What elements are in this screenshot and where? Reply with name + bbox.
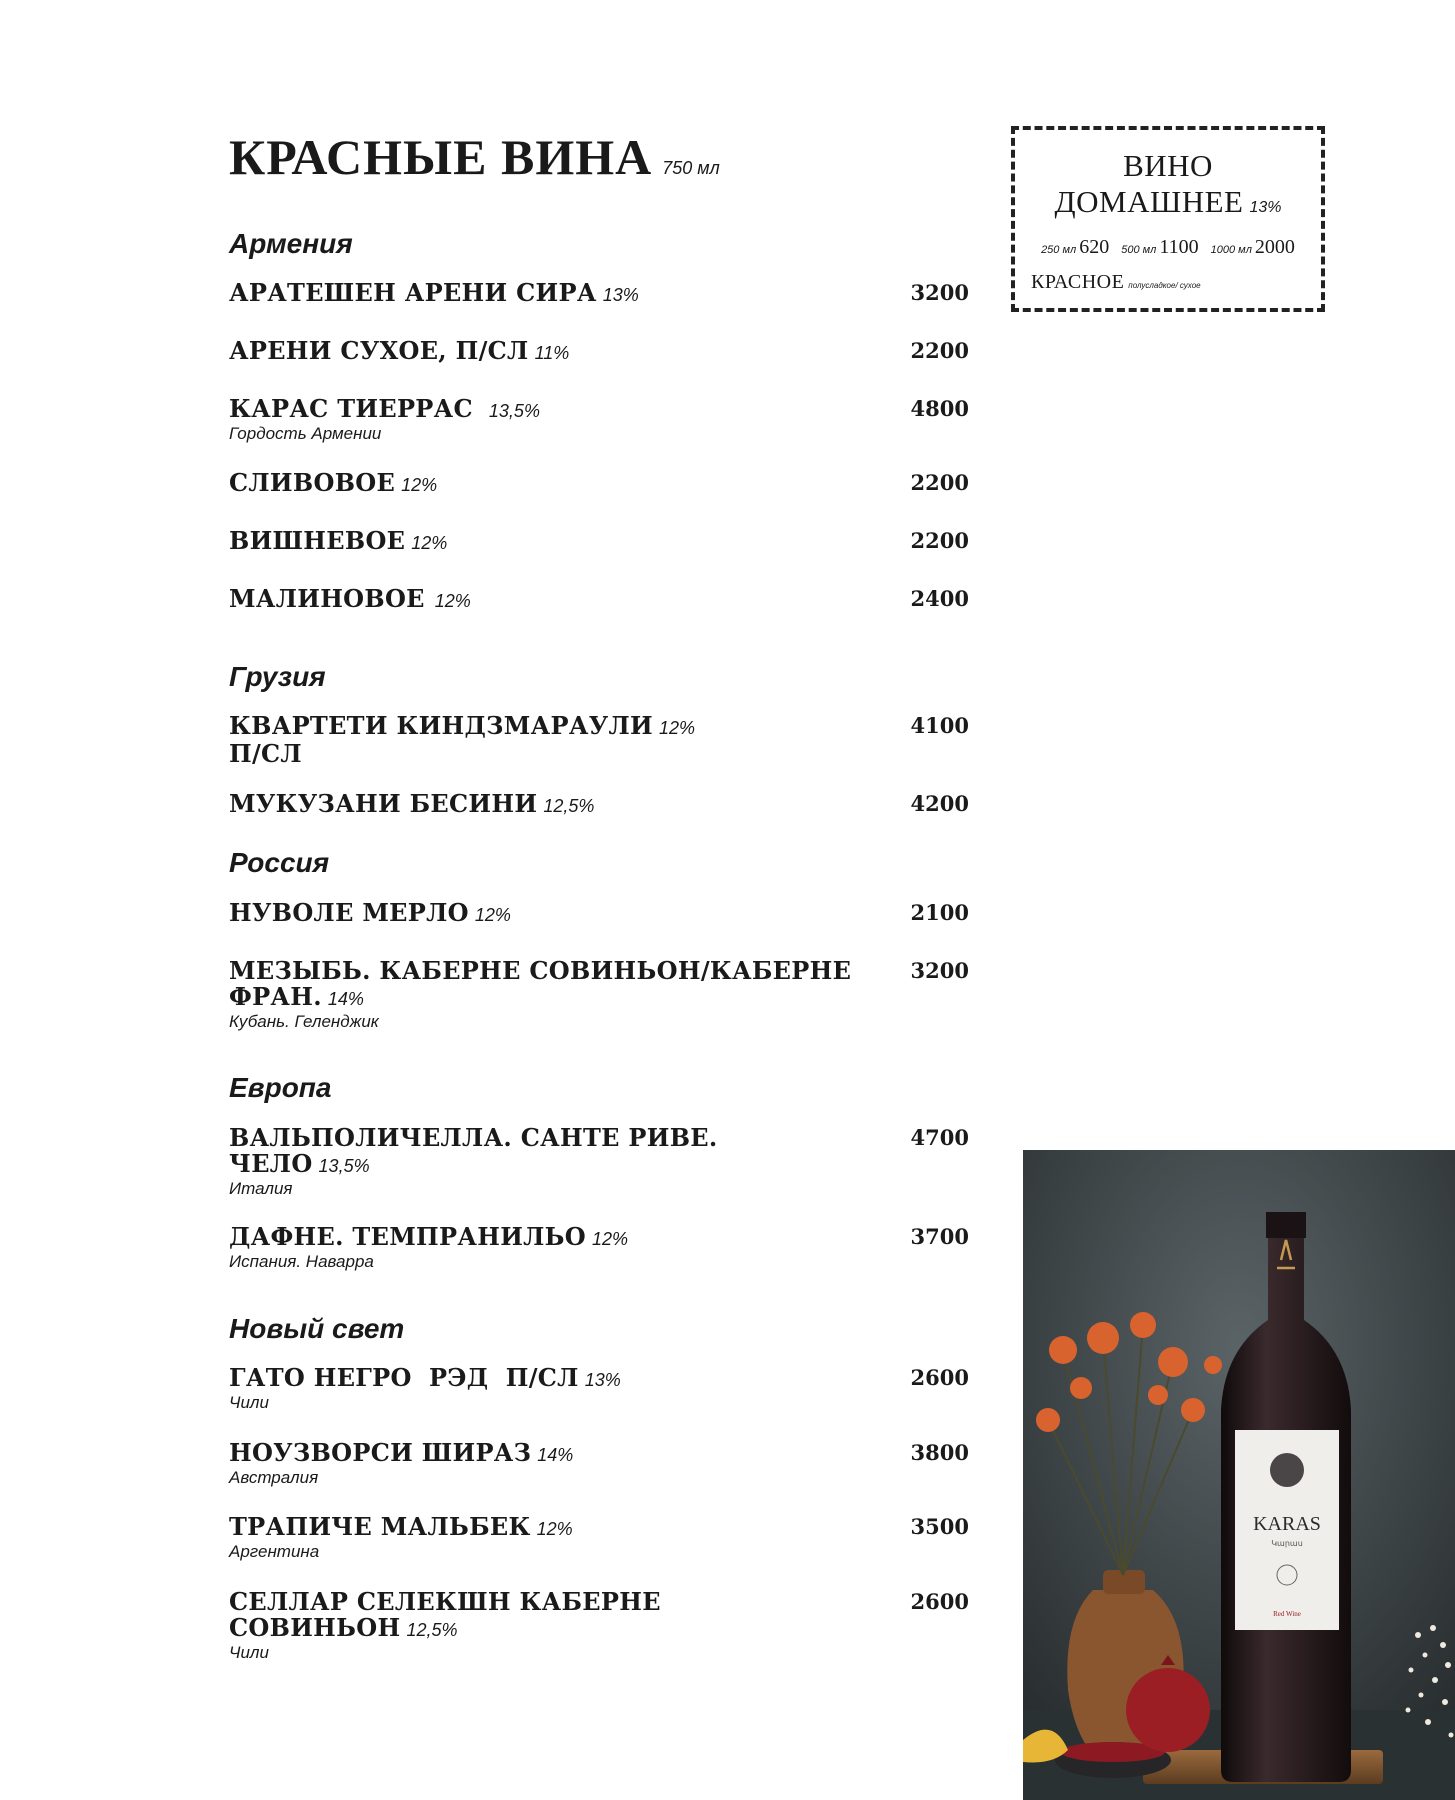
label-emblem [1270, 1453, 1304, 1487]
item-name: МУКУЗАНИ БЕСИНИ [229, 789, 538, 818]
item-name-line2: СОВИНЬОН [229, 1613, 401, 1642]
item-abv: 13,5% [318, 1156, 370, 1176]
item-name: ГАТО НЕГРО РЭД П/СЛ [229, 1363, 579, 1392]
item-name: АРАТЕШЕН АРЕНИ СИРА [229, 278, 597, 307]
item-name: КАРАС ТИЕРРАС [229, 394, 473, 423]
region-heading-georgia: Грузия [229, 661, 326, 692]
house-wine-type [1031, 271, 1321, 294]
menu-item [229, 338, 969, 366]
item-name-line2: ЧЕЛО [229, 1149, 313, 1178]
house-wine-volume: 1000 мл [1210, 244, 1252, 256]
menu-item [229, 1514, 969, 1562]
item-name-line2: П/СЛ [229, 739, 302, 768]
item-price: 3200 [910, 280, 969, 305]
page-title: КРАСНЫЕ ВИНА [229, 129, 653, 185]
item-abv: 12% [411, 533, 448, 553]
menu-item [229, 528, 969, 556]
house-wine-type-note: полусладкое/ сухое [1128, 281, 1201, 290]
item-price: 3700 [910, 1224, 969, 1249]
menu-item [229, 958, 969, 1032]
item-price: 2600 [910, 1365, 969, 1390]
item-origin: Испания. Наварра [229, 1252, 374, 1271]
menu-item [229, 713, 969, 767]
region-heading-russia: Россия [229, 847, 330, 878]
item-abv: 12% [434, 591, 471, 611]
house-wine-title [1015, 148, 1321, 226]
item-price: 2200 [910, 470, 969, 495]
item-name: МАЛИНОВОЕ [229, 584, 425, 613]
item-abv: 12,5% [406, 1620, 458, 1640]
item-abv: 11% [534, 343, 570, 363]
item-name: СЛИВОВОЕ [229, 468, 396, 497]
house-wine-price: 2000 [1254, 236, 1295, 258]
item-price: 4800 [910, 396, 969, 421]
menu-item [229, 1440, 969, 1488]
item-name: НУВОЛЕ МЕРЛО [229, 898, 469, 927]
pomegranate [1126, 1668, 1210, 1752]
wine-photo-illustration [1023, 1150, 1455, 1800]
house-wine-price: 1100 [1159, 236, 1199, 258]
menu-item [229, 396, 969, 444]
label-note: Red Wine [1273, 1610, 1301, 1618]
item-abv: 13,5% [488, 401, 540, 421]
item-abv: 12% [536, 1519, 573, 1539]
item-abv: 12% [401, 475, 438, 495]
item-price: 3500 [910, 1514, 969, 1539]
item-origin: Кубань. Геленджик [229, 1012, 379, 1031]
wine-bottle-photo [1023, 1150, 1455, 1800]
item-price: 2100 [910, 900, 969, 925]
item-price: 3200 [910, 958, 969, 983]
house-wine-abv: 13% [1249, 199, 1282, 216]
menu-item [229, 900, 969, 928]
menu-item [229, 1224, 969, 1272]
house-wine-title-line2: ДОМАШНЕЕ [1054, 184, 1244, 219]
item-abv: 13% [584, 1370, 621, 1390]
menu-item [229, 1365, 969, 1413]
region-heading-new-world: Новый свет [229, 1313, 405, 1344]
page-title-row [229, 128, 720, 186]
item-abv: 14% [537, 1445, 574, 1465]
house-wine-volume: 500 мл [1121, 244, 1157, 256]
item-name: ТРАПИЧЕ МАЛЬБЕК [229, 1512, 531, 1541]
item-abv: 12% [474, 905, 511, 925]
item-abv: 12% [592, 1229, 629, 1249]
item-origin: Аргентина [229, 1542, 320, 1561]
item-price: 3800 [910, 1440, 969, 1465]
item-origin: Чили [229, 1393, 269, 1412]
house-wine-type-label: КРАСНОЕ [1031, 271, 1125, 293]
label-brand-sub: Կարաս [1271, 1539, 1303, 1548]
item-price: 4100 [910, 713, 969, 738]
menu-item [229, 791, 969, 819]
item-name-line2: ФРАН. [229, 982, 322, 1011]
item-price: 2200 [910, 338, 969, 363]
item-abv: 12% [658, 718, 695, 738]
item-name: ВАЛЬПОЛИЧЕЛЛА. САНТЕ РИВЕ. [229, 1123, 718, 1152]
house-wine-volume: 250 мл [1041, 244, 1077, 256]
house-wine-title-line1: ВИНО [1123, 148, 1213, 183]
house-wine-price: 620 [1079, 236, 1110, 258]
item-name: МЕЗЫБЬ. КАБЕРНЕ СОВИНЬОН/КАБЕРНЕ [229, 956, 852, 985]
item-name: ДАФНЕ. ТЕМПРАНИЛЬО [229, 1222, 586, 1251]
item-name: СЕЛЛАР СЕЛЕКШН КАБЕРНЕ [229, 1587, 661, 1616]
bottle-capsule [1266, 1212, 1306, 1238]
menu-item [229, 470, 969, 498]
region-heading-europe: Европа [229, 1072, 332, 1103]
item-abv: 13% [602, 285, 639, 305]
region-heading-armenia: Армения [229, 228, 353, 259]
item-price: 4200 [910, 791, 969, 816]
item-name: КВАРТЕТИ КИНДЗМАРАУЛИ [229, 711, 653, 740]
menu-item [229, 586, 969, 614]
item-name: АРЕНИ СУХОЕ, П/СЛ [229, 336, 529, 365]
bottle-volume: 750 мл [662, 158, 720, 178]
item-origin: Италия [229, 1179, 293, 1198]
item-name: НОУЗВОРСИ ШИРАЗ [229, 1438, 532, 1467]
item-abv: 12,5% [543, 796, 595, 816]
menu-item [229, 280, 969, 308]
item-price: 4700 [910, 1125, 969, 1150]
item-origin: Австралия [229, 1468, 319, 1487]
house-wine-prices [1015, 236, 1321, 259]
house-wine-box [1011, 126, 1325, 312]
item-price: 2200 [910, 528, 969, 553]
item-abv: 14% [327, 989, 364, 1009]
item-origin: Гордость Армении [229, 424, 382, 443]
item-price: 2600 [910, 1589, 969, 1614]
item-name: ВИШНЕВОЕ [229, 526, 406, 555]
menu-item [229, 1125, 969, 1199]
label-brand: KARAS [1253, 1513, 1321, 1535]
menu-item [229, 1589, 969, 1663]
item-origin: Чили [229, 1643, 269, 1662]
item-price: 2400 [910, 586, 969, 611]
